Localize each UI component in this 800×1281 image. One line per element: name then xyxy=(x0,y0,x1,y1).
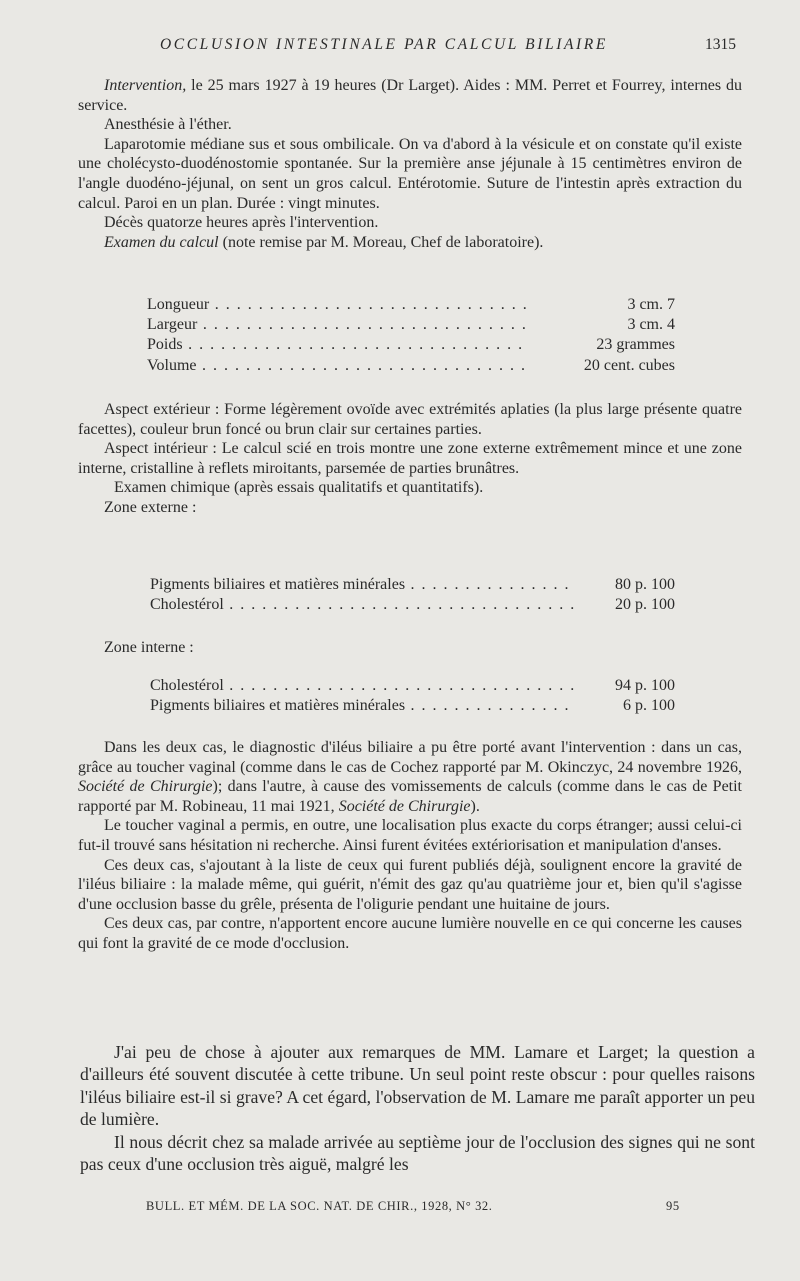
measurement-row xyxy=(147,336,675,356)
exterior-aspect-paragraph: Aspect extérieur : Forme légèrement ovoïde avec extrémités aplaties (la plus large présente quatre facettes), couleur brun foncé ou brun clair sur certaines parties. xyxy=(78,401,742,438)
composition-row xyxy=(150,697,675,717)
measurement-value: 3 cm. 7 xyxy=(627,296,675,313)
signature-number: 95 xyxy=(666,1199,680,1213)
running-title: OCCLUSION INTESTINALE PAR CALCUL BILIAIRE xyxy=(160,36,608,53)
measurement-value: 20 cent. cubes xyxy=(583,356,675,374)
commentary-paragraph: Il nous décrit chez sa malade arrivée au septième jour de l'occlusion des signes qui ne sont pas ceux d'une occlusion très aiguë, malgré les xyxy=(80,1131,755,1175)
commentary-paragraph: J'ai peu de chose à ajouter aux remarques de MM. Lamare et Larget; la question a d'ailleurs été souvent discutée à cette tribune. Un seul point reste obscur : pour quelles raisons l'iléus biliaire est-il si grave? A cet égard, l'observation de M. Lamare me paraît apporter un peu de lumière. xyxy=(80,1042,755,1130)
measurements-table xyxy=(147,296,675,377)
localisation-paragraph: Le toucher vaginal a permis, en outre, une localisation plus exacte du corps étranger; aussi celui-ci fut-il trouvé sans hésitation ni recherche. Ainsi furent évitées extériorisation et manipulation d'anses. xyxy=(78,817,742,854)
measurement-row xyxy=(147,316,675,336)
aspect-section xyxy=(78,400,742,518)
measurement-label: Poids . . . xyxy=(147,336,527,354)
measurement-label: Longueur . . . xyxy=(147,296,527,314)
composition-row xyxy=(150,576,675,596)
exam-text: (note remise par M. Moreau, Chef de laboratoire). xyxy=(218,233,544,251)
measurement-row xyxy=(147,296,675,316)
composition-label: Pigments biliaires et matières minérales . . . xyxy=(150,697,575,715)
interior-aspect-paragraph: Aspect intérieur : Le calcul scié en trois montre une zone externe extrêmement mince et une zone interne, cristalline à reflets miroitants, parsemée de parties brunâtres. xyxy=(78,440,742,477)
composition-row xyxy=(150,596,675,616)
journal-reference: BULL. ET MÉM. DE LA SOC. NAT. DE CHIR., 1928, N° 32. xyxy=(146,1199,493,1213)
causes-paragraph: Ces deux cas, par contre, n'apportent encore aucune lumière nouvelle en ce qui concerne les causes qui font la gravité de ce mode d'occlusion. xyxy=(78,915,742,952)
laparotomy-paragraph: Laparotomie médiane sus et sous ombilicale. On va d'abord à la vésicule et on constate qu'il existe une cholécysto-duodénostomie spontanée. Sur la première anse jéjunale à 15 centimètres environ de l'angle duodéno-jéjunal, on sent un gros calcul. Entérotomie. Suture de l'intestin après extraction du calcul. Paroi en un plan. Durée : vingt minutes. xyxy=(78,135,742,212)
intervention-text: le 25 mars 1927 à 19 heures (Dr Larget). Aides : MM. Perret et Fourrey, internes du service. xyxy=(78,77,742,114)
composition-value: 94 p. 100 xyxy=(615,677,675,694)
measurement-value: 3 cm. 4 xyxy=(627,316,675,334)
composition-row xyxy=(150,677,675,697)
diagnosis-paragraph xyxy=(78,738,742,816)
composition-value: 20 p. 100 xyxy=(615,596,675,614)
exam-label: Examen du calcul xyxy=(104,233,219,251)
page-footer xyxy=(0,1199,800,1219)
composition-label: Cholestérol . . . xyxy=(150,596,575,614)
diagnosis-text-b: ); dans l'autre, à cause des vomissements de calculs (comme dans le cas de Petit rapporté par M. Robineau, 11 mai 1921, xyxy=(78,778,743,815)
composition-label: Cholestérol . . . xyxy=(150,677,575,695)
commentary-section xyxy=(80,1041,755,1175)
death-paragraph: Décès quatorze heures après l'intervention. xyxy=(104,214,379,232)
gravity-paragraph: Ces deux cas, s'ajoutant à la liste de ceux qui furent publiés déjà, soulignent encore la gravité de l'iléus biliaire : la malade même, qui guérit, n'émit des gaz qu'au quatrième jour et, bien qu'il s'agisse d'une occlusion basse du grêle, présenta de l'oligurie pendant une huitaine de jours. xyxy=(78,856,742,913)
measurement-value: 23 grammes xyxy=(596,336,675,354)
zone-externe-heading: Zone externe : xyxy=(104,498,197,516)
intervention-label: Intervention, xyxy=(104,77,187,94)
anesthesia-paragraph: Anesthésie à l'éther. xyxy=(104,116,232,134)
composition-value: 80 p. 100 xyxy=(615,576,675,593)
page-header xyxy=(0,36,800,60)
chemical-exam-paragraph: Examen chimique (après essais qualitatifs et quantitatifs). xyxy=(114,479,484,497)
intro-section xyxy=(78,76,742,252)
discussion-section xyxy=(78,738,742,954)
zone-interne-heading: Zone interne : xyxy=(104,639,194,656)
society-citation: Société de Chirurgie xyxy=(338,797,471,815)
measurement-label: Largeur . . . xyxy=(147,316,527,334)
exam-paragraph xyxy=(78,233,742,253)
diagnosis-text-c: ). xyxy=(470,797,480,815)
composition-value: 6 p. 100 xyxy=(623,697,675,715)
society-citation: Société de Chirurgie xyxy=(78,778,213,796)
zone-externe-table xyxy=(150,576,675,616)
page-number: 1315 xyxy=(705,36,736,53)
composition-label: Pigments biliaires et matières minérales . . . xyxy=(150,576,575,594)
intervention-paragraph xyxy=(78,76,742,115)
measurement-label: Volume . . . xyxy=(147,357,527,375)
zone-interne-table xyxy=(150,677,675,717)
measurement-row xyxy=(147,357,675,377)
diagnosis-text-a: Dans les deux cas, le diagnostic d'iléus biliaire a pu être porté avant l'intervention : dans un cas, grâce au toucher vaginal (comme dans le cas de Cochez rapporté par M. Okinczyc, 24 novembre 1926, xyxy=(78,739,742,776)
